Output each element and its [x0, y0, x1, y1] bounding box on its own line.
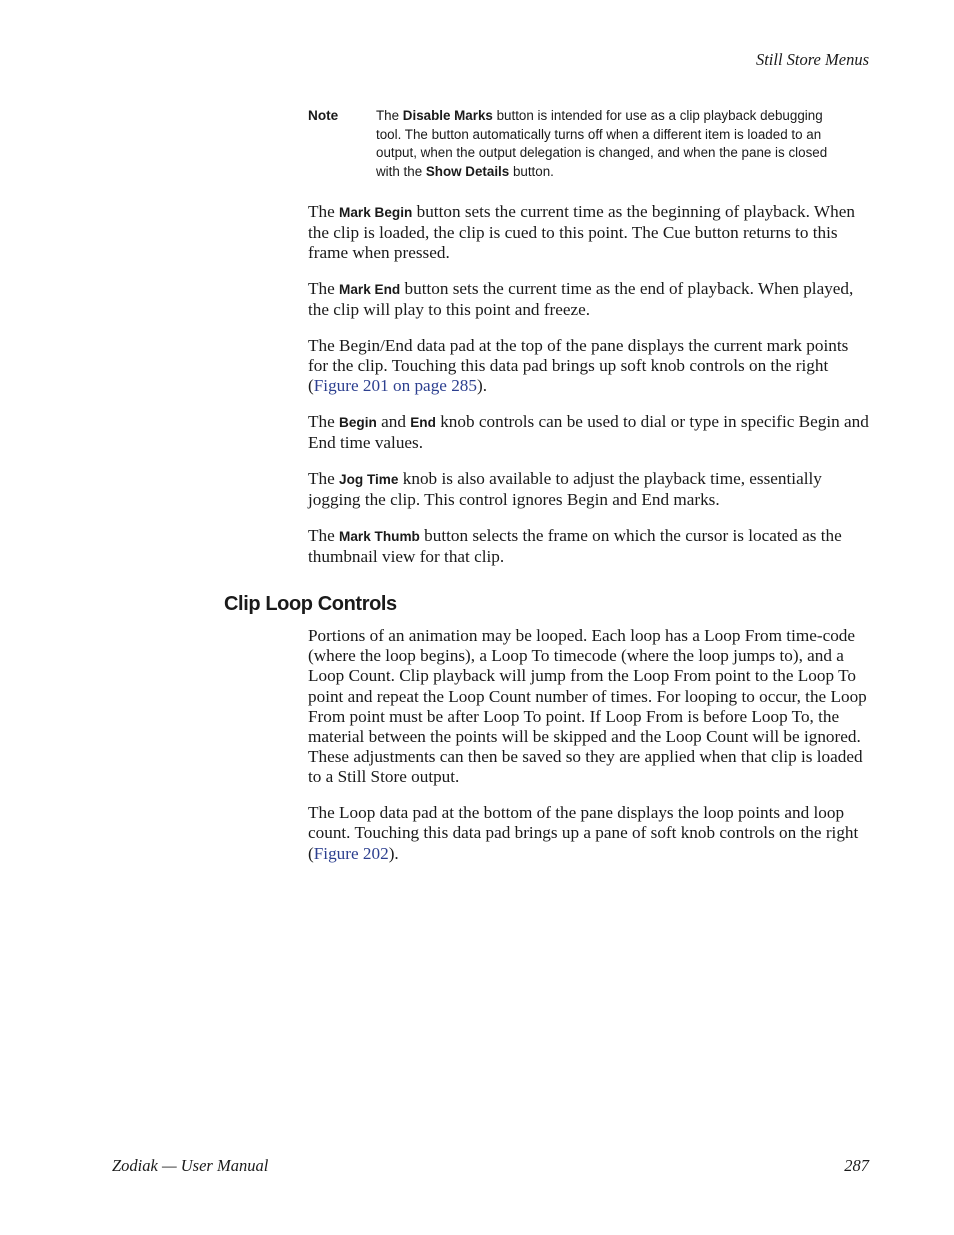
- text-run: The: [308, 412, 340, 432]
- section-heading: Clip Loop Controls: [224, 593, 397, 615]
- figure-202-link[interactable]: Figure 202: [313, 843, 389, 863]
- mark-begin-term: Mark Begin: [339, 205, 413, 220]
- note-label: Note: [308, 108, 339, 123]
- jog-time-paragraph: [308, 469, 870, 510]
- text-run: knob is also available to adjust the playback time, essentially jogging the clip. This control ignores Begin and End marks.: [308, 469, 822, 510]
- note-text-part: The: [376, 108, 403, 123]
- mark-end-paragraph: [308, 279, 870, 320]
- text-run: button selects the frame on which the cursor is located as the thumbnail view for that clip.: [308, 525, 842, 567]
- mark-thumb-paragraph: [308, 526, 870, 567]
- show-details-term: Show Details: [425, 163, 510, 179]
- mark-end-term: Mark End: [339, 282, 401, 298]
- text-run: ).: [477, 376, 488, 396]
- text-run: The Begin/End data pad at the top of the pane displays the current mark points for the clip. Touching this data pad brings up soft knob controls on the right (: [308, 336, 849, 396]
- text-run: button sets the current time as the end of playback. When played, the clip will play to this point and freeze.: [308, 279, 854, 320]
- text-run: knob controls can be used to dial or type in specific Begin and End time values.: [308, 412, 869, 453]
- text-run: The: [308, 469, 340, 489]
- text-run: The: [308, 525, 340, 545]
- loop-data-pad-paragraph: [308, 803, 870, 864]
- text-run: The: [308, 202, 340, 221]
- text-run: The: [308, 279, 340, 299]
- begin-term: Begin: [339, 415, 377, 431]
- section-text-column: [308, 626, 870, 879]
- mark-begin-paragraph: [308, 202, 870, 264]
- begin-end-pad-paragraph: [308, 336, 870, 397]
- end-term: End: [410, 415, 436, 431]
- footer-manual-title: Zodiak — User Manual: [112, 1156, 269, 1175]
- text-run: button sets the current time as the beginning of playback. When the clip is loaded, the clip is cued to this point. The Cue button returns to this frame when pressed.: [308, 202, 855, 263]
- figure-201-link[interactable]: Figure 201 on page 285: [313, 376, 477, 396]
- mark-thumb-term: Mark Thumb: [339, 528, 420, 544]
- note-text-part: button is intended for use as a clip playback debugging tool. The button automatically turns off when a different item is loaded to an output, when the output delegation is changed, and when the pane is closed with the: [376, 108, 828, 179]
- text-run: ).: [388, 843, 399, 863]
- text-run: The Loop data pad at the bottom of the pane displays the loop points and loop count. Touching this data pad brings up a pane of soft knob controls on the right (: [308, 803, 859, 863]
- note-text: [376, 107, 851, 181]
- begin-end-knobs-paragraph: [308, 412, 870, 453]
- jog-time-term: Jog Time: [339, 472, 399, 488]
- main-text-column: [308, 202, 870, 583]
- text-run: and: [376, 412, 411, 432]
- note-text-part: button.: [509, 163, 554, 179]
- disable-marks-term: Disable Marks: [402, 108, 493, 123]
- footer-page-number: 287: [844, 1156, 869, 1175]
- loop-description-paragraph: Portions of an animation may be looped. Each loop has a Loop From time-code (where the loop begins), a Loop To timecode (where the loop jumps to), and a Loop Count. Clip playback will jump from the Loop From point to the Loop To point and repeat the Loop Count number of times. For looping to occur, the Loop From point must be after Loop To point. If Loop From is before Loop To, the material between the points will be skipped and the Loop Count will be ignored. These adjustments can then be saved so they are applied when that clip is loaded to a Still Store output.: [308, 626, 867, 787]
- running-header-title: Still Store Menus: [755, 50, 869, 69]
